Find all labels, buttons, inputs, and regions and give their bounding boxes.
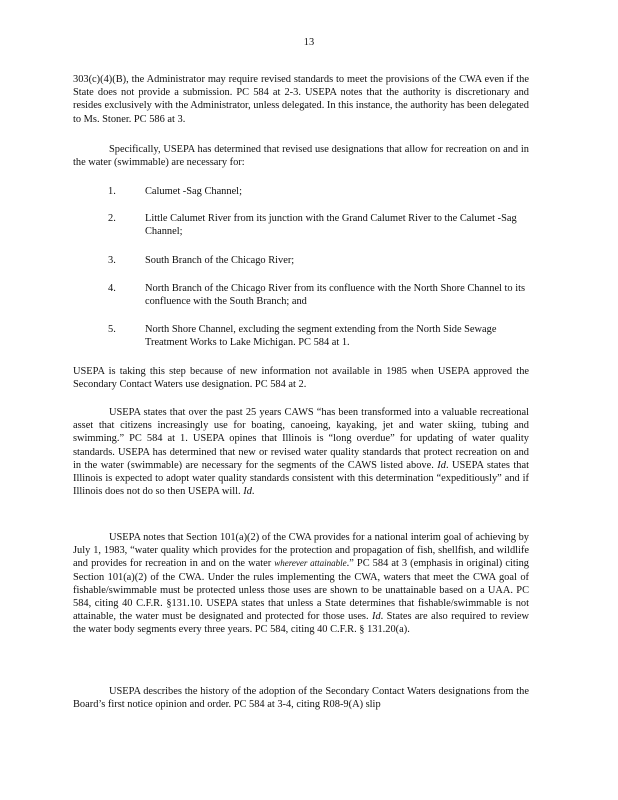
paragraph-history: USEPA describes the history of the adoption of the Secondary Contact Waters designations from the Board’s first notice opinion and order. PC 584 at 3-4, citing R08-9(A) slip bbox=[73, 686, 529, 711]
paragraph-text: . States are also required to review the water body segments every three years. PC 584, citing 40 C.F.R. § 131.20(a). bbox=[73, 611, 529, 636]
list-item-number: 1. bbox=[108, 186, 116, 197]
paragraph-new-information: USEPA is taking this step because of new information not available in 1985 when USEPA approved the Secondary Contact Waters use designation. PC 584 at 2. bbox=[73, 366, 529, 391]
list-item-number: 2. bbox=[108, 213, 116, 224]
paragraph-text: . USEPA states that Illinois is expected to adopt water quality standards consistent with this determination “expeditiously” and if Illinois does not do so then USEPA will. bbox=[73, 459, 529, 498]
citation-id: Id bbox=[372, 611, 381, 623]
emphasis-text: wherever attainable bbox=[274, 558, 347, 569]
paragraph-authority: 303(c)(4)(B), the Administrator may require revised standards to meet the provisions of the CWA even if the State does not provide a submission. PC 584 at 2-3. USEPA notes that the authority is discretionary and resides exclusively with the Administrator, unless delegated. In this instance, the authority has been delegated to Ms. Stoner. PC 586 at 3. bbox=[73, 74, 529, 125]
list-item-text: South Branch of the Chicago River; bbox=[145, 255, 295, 266]
list-item-number: 4. bbox=[108, 283, 116, 294]
paragraph-section-101 bbox=[73, 531, 529, 637]
paragraph-specifically: Specifically, USEPA has determined that revised use designations that allow for recreation on and in the water (swimmable) are necessary for: bbox=[73, 144, 529, 169]
paragraph-text: USEPA notes that Section 101(a)(2) of the CWA provides for a national interim goal of achieving by July 1, 1983, “water quality which provides for the protection and propagation of fish, shellfish, and wildlife and provides for recreation in and on the water bbox=[73, 532, 529, 570]
citation-id: Id bbox=[437, 459, 446, 471]
paragraph-text: .” PC 584 at 3 (emphasis in original) citing Section 101(a)(2) of the CWA. Under the rules implementing the CWA, waters that meet the CWA goal of fishable/swimmable must be protected unless those uses are shown to be unattainable based on a UAA. PC 584, citing 40 C.F.R. §131.10. USEPA states that unless a State determines that fishable/swimmable is not attainable, the water must be designated and protected for those uses. bbox=[73, 558, 529, 623]
list-item-text: North Shore Channel, excluding the segment extending from the North Side Sewage Treatment Works to Lake Michigan. PC 584 at 1. bbox=[145, 324, 497, 349]
list-item-text: North Branch of the Chicago River from its confluence with the North Shore Channel to its confluence with the South Branch; and bbox=[145, 283, 526, 308]
paragraph-text: . bbox=[251, 486, 255, 498]
list-item-number: 5. bbox=[108, 324, 116, 335]
list-item-text: Little Calumet River from its junction with the Grand Calumet River to the Calumet -Sag Channel; bbox=[145, 213, 517, 238]
citation-id: Id bbox=[243, 486, 252, 498]
list-item-text: Calumet -Sag Channel; bbox=[145, 186, 242, 197]
paragraph-text: USEPA states that over the past 25 years CAWS “has been transformed into a valuable recreational asset that citizens increasingly use for boating, canoeing, kayaking, jet and water skiing, tubing and swimming.” PC 584 at 1. USEPA opines that Illinois is “long overdue” for updating of water quality standards. USEPA has determined that new or revised water quality standards that protect recreation on and in the water (swimmable) are necessary for the segments of the CAWS listed above. bbox=[73, 407, 529, 471]
page-number: 13 bbox=[303, 37, 315, 48]
list-item-number: 3. bbox=[108, 255, 116, 266]
paragraph-recreational-asset bbox=[73, 406, 529, 498]
